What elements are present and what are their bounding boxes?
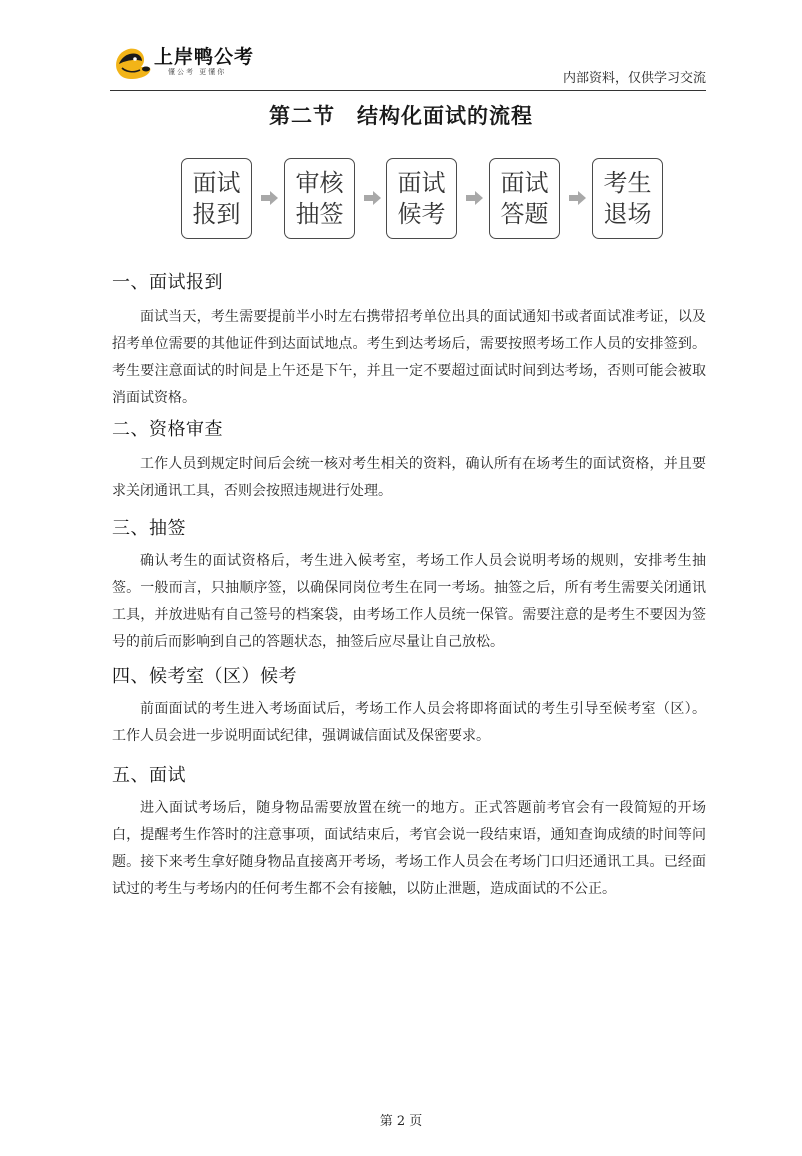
flow-step [489,158,560,239]
arrow-right-icon [466,191,483,205]
section-paragraph: 前面面试的考生进入考场面试后，考场工作人员会将即将面试的考生引导至候考室（区）。工作人员会进一步说明面试纪律，强调诚信面试及保密要求。 [112,701,706,744]
page-header [110,40,706,91]
section-paragraph: 面试当天，考生需要提前半小时左右携带招考单位出具的面试通知书或者面试准考证，以及招考单位需要的其他证件到达面试地点。考生到达考场后，需要按照考场工作人员的安排签到。考生要注意面试的时间是上午还是下午，并且一定不要超过面试时间到达考场，否则可能会被取消面试资格。 [112,309,706,406]
duck-logo-icon [110,42,152,82]
header-note: 内部资料，仅供学习交流 [562,71,706,86]
section-heading: 四、候考室（区）候考 [112,666,297,687]
section-paragraph: 确认考生的面试资格后，考生进入候考室，考场工作人员会说明考场的规则，安排考生抽签。一般而言，只抽顺序签，以确保同岗位考生在同一考场。抽签之后，所有考生需要关闭通讯工具，并放进贴有自己签号的档案袋，由考场工作人员统一保管。需要注意的是考生不要因为签号的前后而影响到自己的答题状态，抽签后应尽量让自己放松。 [112,553,706,650]
section-heading: 一、面试报到 [112,272,223,293]
section-heading: 五、面试 [112,765,186,786]
flow-step-line: 面试 [192,168,241,197]
flow-step-line: 退场 [603,199,652,228]
page-title: 第二节 结构化面试的流程 [269,104,533,128]
section-paragraph: 工作人员到规定时间后会统一核对考生相关的资料，确认所有在场考生的面试资格，并且要求关闭通讯工具，否则会按照违规进行处理。 [112,456,706,499]
logo-wordmark: 上岸鸭公考 [154,46,255,68]
section-heading: 二、资格审查 [112,419,223,440]
arrow-right-icon [364,191,381,205]
flow-step-line: 面试 [500,168,549,197]
flow-step-line: 抽签 [295,199,344,228]
section-paragraph: 进入面试考场后，随身物品需要放置在统一的地方。正式答题前考官会有一段简短的开场白，提醒考生作答时的注意事项，面试结束后，考官会说一段结束语，通知查询成绩的时间等问题。接下来考生拿好随身物品直接离开考场，考场工作人员会在考场门口归还通讯工具。已经面试过的考生与考场内的任何考生都不会有接触，以防止泄题，造成面试的不公正。 [112,800,706,897]
flow-step-line: 答题 [500,199,549,228]
flow-step-line: 候考 [397,199,446,228]
flow-step-line: 报到 [192,199,241,228]
section-heading: 三、抽签 [112,518,186,539]
arrow-right-icon [569,191,586,205]
logo-slogan: 懂公考 更懂你 [168,68,227,76]
page-number: 第 2 页 [379,1114,423,1129]
brand-logo [110,42,254,82]
process-flow-diagram [181,158,666,241]
flow-step-line: 考生 [603,168,652,197]
flow-step-line: 面试 [397,168,446,197]
arrow-right-icon [261,191,278,205]
flow-step [386,158,457,239]
flow-step-line: 审核 [295,168,344,197]
flow-step [181,158,252,239]
flow-step [592,158,663,239]
flow-step [284,158,355,239]
